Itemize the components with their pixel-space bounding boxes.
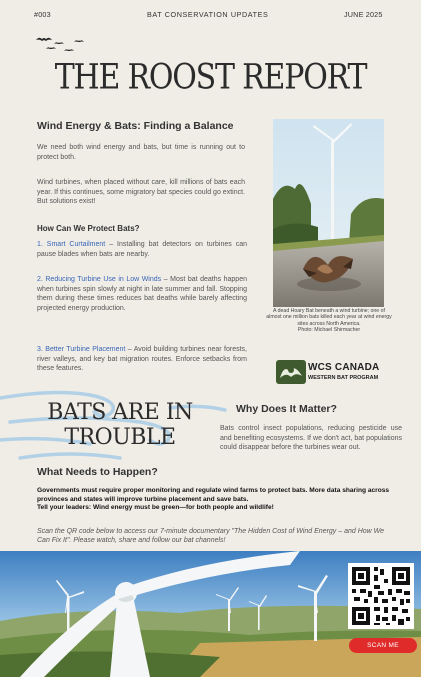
logo-name: WCS CANADA	[308, 362, 380, 373]
trouble-headline	[30, 400, 210, 450]
solution-text: – Installing bat detectors on turbines can pause blades when bats are nearby.	[37, 241, 248, 258]
solution-label: 3. Better Turbine Placement	[37, 346, 126, 353]
intro-paragraph-1: We need both wind energy and bats, but time is running out to protect both.	[37, 144, 245, 161]
section-title: Wind Energy & Bats: Finding a Balance	[37, 120, 234, 132]
solution-item	[37, 345, 247, 374]
needs-heading: What Needs to Happen?	[37, 466, 158, 478]
why-paragraph: Bats control insect populations, reducing pesticide use and benefiting ecosystems. If we don't act, bat populations could disappear before the turbines wear out.	[220, 425, 402, 452]
protect-heading: How Can We Protect Bats?	[37, 224, 140, 233]
caption-text: A dead Hoary Bat beneath a wind turbine; one of almost one million bats killed each year at wind energy sites across North America.	[266, 308, 392, 327]
qr-code-icon[interactable]	[348, 563, 414, 629]
wcs-logo	[276, 360, 380, 389]
solution-label: 1. Smart Curtailment	[37, 241, 106, 248]
trouble-line-2: TROUBLE	[64, 425, 176, 450]
dead-bat-photo	[273, 119, 384, 307]
why-heading: Why Does It Matter?	[236, 403, 337, 415]
wcs-logo-icon	[276, 360, 306, 384]
solution-item	[37, 275, 247, 313]
newsletter-title: THE ROOST REPORT	[54, 57, 367, 98]
issue-date: JUNE 2025	[344, 10, 383, 19]
intro-paragraph-2: Wind turbines, when placed without care, kill millions of bats each year. If this continues, some migratory bat species could go extinct. But solutions exist!	[37, 179, 245, 206]
solution-item	[37, 240, 247, 259]
bat-flock-icon	[36, 32, 88, 56]
action-text-2: Tell your leaders: Wind energy must be green—for both people and wildlife!	[37, 504, 274, 512]
issue-number: #003	[34, 10, 51, 19]
solution-label: 2. Reducing Turbine Use in Low Winds	[37, 276, 162, 283]
solution-text: – Most bat deaths happen when turbines spin slowly at night in late summer and fall. Stopping them during these times reduces bat deaths while barely affecting projected energy production.	[37, 276, 247, 312]
qr-note: Scan the QR code below to access our 7-minute documentary "The Hidden Cost of Wind Energy – and How We Can Fix It". Please watch, share and follow our bat channels!	[37, 528, 385, 545]
logo-program: WESTERN BAT PROGRAM	[308, 375, 379, 381]
action-text-1: Governments must require proper monitoring and regulate wind farms to protect bats. More data sharing across provinces and states will improve turbine placement and save bats.	[37, 487, 390, 503]
photo-caption	[265, 308, 393, 334]
scan-me-button[interactable]: SCAN ME	[349, 638, 417, 653]
photo-credit: Photo: Michael Shirmacher	[297, 327, 361, 334]
trouble-line-1: BATS ARE IN	[47, 400, 193, 425]
action-paragraph	[37, 487, 407, 513]
solution-text: – Avoid building turbines near forests, river valleys, and key bat migration routes. Enforce setbacks from these features.	[37, 346, 247, 373]
header-title: BAT CONSERVATION UPDATES	[147, 10, 269, 19]
